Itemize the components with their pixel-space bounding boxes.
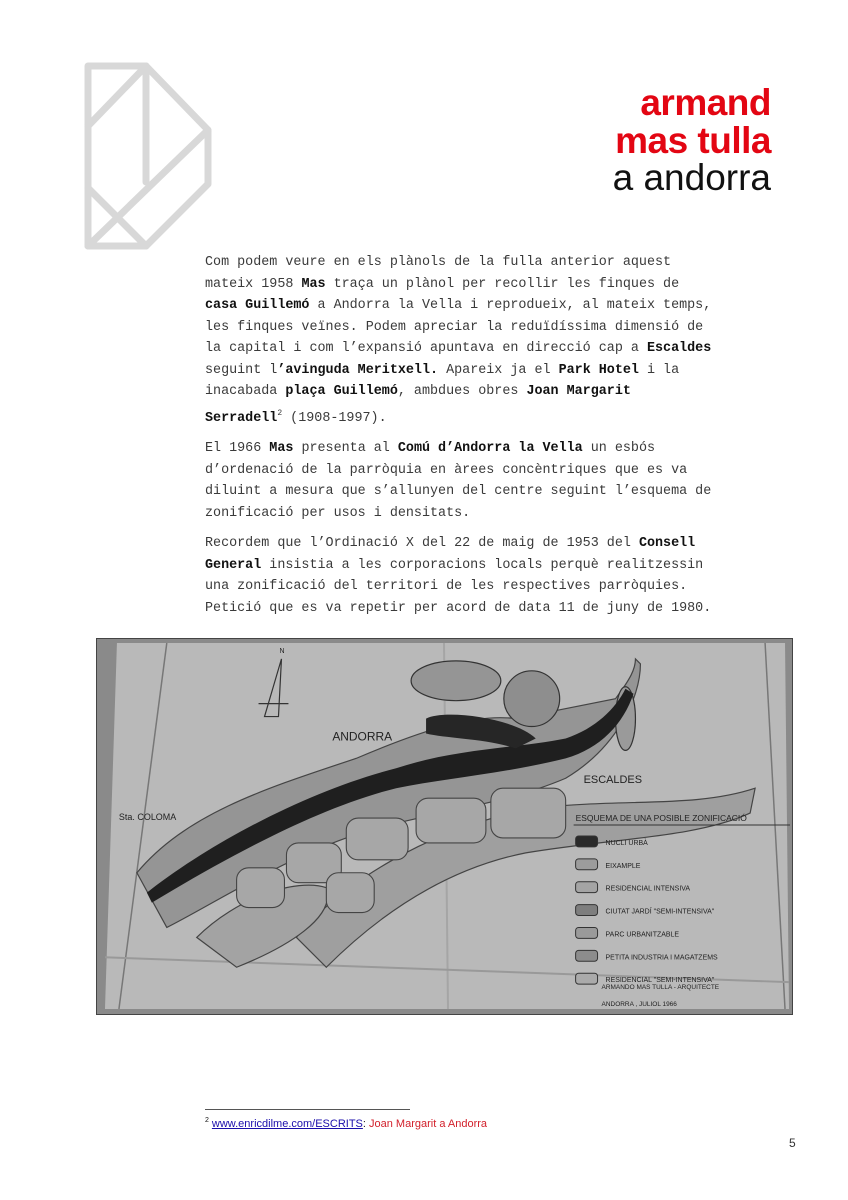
map-label-andorra: ANDORRA	[332, 729, 393, 744]
bold-text: Mas	[301, 276, 326, 292]
bold-text: plaça Guillemó	[285, 384, 398, 399]
text-line	[205, 338, 805, 360]
text-line	[205, 381, 805, 403]
body-text	[205, 252, 805, 628]
title-line-3: a andorra	[612, 157, 771, 199]
paragraph	[205, 533, 805, 619]
text-line	[205, 576, 805, 598]
bold-text: General	[205, 557, 262, 573]
text-run: a Andorra la Vella i reprodueix, al mateix temps,	[309, 298, 712, 313]
map-label-escaldes: ESCALDES	[583, 774, 643, 787]
legend-swatch	[576, 859, 598, 870]
bold-text: Mas	[269, 441, 294, 456]
text-run: una zonificació del territori de les respectives parròquies.	[205, 579, 688, 594]
text-line	[205, 598, 805, 620]
page-number: 5	[789, 1136, 796, 1150]
text-run: diluint a mesura que s’allunyen del centre seguint l’esquema de	[205, 484, 712, 499]
text-line	[205, 438, 805, 460]
legend-swatch	[576, 973, 598, 984]
text-run: Petició que es va repetir per acord de data 11 de juny de 1980.	[205, 600, 712, 616]
text-run: un esbós	[582, 441, 656, 456]
text-line	[205, 295, 805, 317]
text-run: mateix 1958	[205, 276, 302, 292]
text-run: insistia a les corporacions locals perquè realitzessin	[261, 557, 704, 573]
legend-label: RESIDENCIAL INTENSIVA	[605, 885, 691, 893]
title-line-2: mas tulla	[615, 119, 771, 161]
footnote-number: 2	[205, 1117, 209, 1124]
bold-text: ’avinguda Meritxell.	[277, 362, 439, 378]
text-run: presenta al	[293, 441, 398, 456]
title-line-1: armand	[640, 82, 771, 123]
text-line	[205, 533, 805, 555]
legend-swatch	[576, 905, 598, 916]
text-run: El 1966	[205, 441, 270, 456]
footnote-separator-colon: :	[362, 1118, 366, 1130]
text-run: la capital i com l’expansió apuntava en direcció cap a	[205, 341, 647, 356]
bold-text: Joan Margarit	[526, 384, 631, 399]
legend-signature-1: ARMANDO MAS TULLA - ARQUITECTE	[601, 984, 720, 992]
text-run: inacabada	[205, 384, 286, 399]
text-line	[205, 403, 805, 430]
north-label: N	[279, 647, 285, 655]
legend-label: NUCLI URBÀ	[605, 839, 648, 847]
legend-label: RESIDENCIAL "SEMI-INTENSIVA"	[605, 977, 715, 985]
footnote-separator	[205, 1109, 410, 1110]
legend-label: EIXAMPLE	[605, 862, 641, 870]
bold-text: Comú d’Andorra la Vella	[397, 441, 583, 456]
text-run: Apareix ja el	[438, 362, 559, 378]
legend-swatch	[576, 950, 598, 961]
map-label-santa-coloma: Sta. COLOMA	[118, 812, 177, 823]
bold-text: Park Hotel	[558, 362, 639, 378]
paragraph	[205, 438, 805, 524]
text-run: seguint l	[205, 362, 278, 378]
paragraph	[205, 252, 805, 429]
geometric-d-logo-icon	[82, 60, 214, 250]
bold-text: Serradell	[205, 410, 278, 426]
text-run: les finques veïnes. Podem apreciar la reduïdíssima dimensió de	[205, 319, 704, 335]
legend-swatch	[576, 836, 598, 847]
bold-text: Escaldes	[646, 341, 712, 356]
text-line	[205, 460, 805, 482]
legend-signature-2: ANDORRA , JULIOL 1966	[601, 1001, 677, 1009]
zone-north-2	[504, 671, 560, 727]
text-run: (1908-1997).	[282, 410, 387, 426]
text-run: Com podem veure en els plànols de la fulla anterior aquest	[205, 255, 672, 270]
bold-text: Consell	[638, 536, 696, 551]
zone-north-1	[411, 661, 501, 701]
document-title	[613, 84, 771, 197]
legend-title: ESQUEMA DE UNA POSIBLE ZONIFICACIÓ	[575, 813, 747, 824]
text-run: d’ordenació de la parròquia en àrees concèntriques que es va	[205, 462, 688, 478]
legend-swatch	[576, 927, 598, 938]
text-run: Recordem que l’Ordinació X del 22 de maig de 1953 del	[205, 536, 639, 551]
footnote	[205, 1117, 487, 1130]
text-run: traça un plànol per recollir les finques de	[325, 276, 680, 292]
text-line	[205, 555, 805, 577]
text-run: i la	[638, 362, 680, 378]
legend-label: PETITA INDUSTRIA I MAGATZEMS	[605, 954, 718, 962]
legend-swatch	[576, 882, 598, 893]
text-line	[205, 317, 805, 339]
legend-label: CIUTAT JARDÍ "SEMI-INTENSIVA"	[605, 908, 715, 916]
footnote-link[interactable]: www.enricdilme.com/ESCRITS	[211, 1118, 363, 1130]
text-line	[205, 503, 805, 525]
legend-label: PARC URBANITZABLE	[605, 931, 680, 939]
text-run: zonificació per usos i densitats.	[205, 505, 471, 521]
text-line	[205, 274, 805, 296]
zoning-map-photo	[96, 638, 793, 1015]
footnote-title: Joan Margarit a Andorra	[365, 1118, 488, 1130]
text-run: , ambdues obres	[397, 384, 527, 399]
text-line	[205, 252, 805, 274]
footnote-ref: 2	[277, 408, 283, 418]
bold-text: casa Guillemó	[205, 298, 310, 313]
text-line	[205, 360, 805, 382]
text-line	[205, 481, 805, 503]
